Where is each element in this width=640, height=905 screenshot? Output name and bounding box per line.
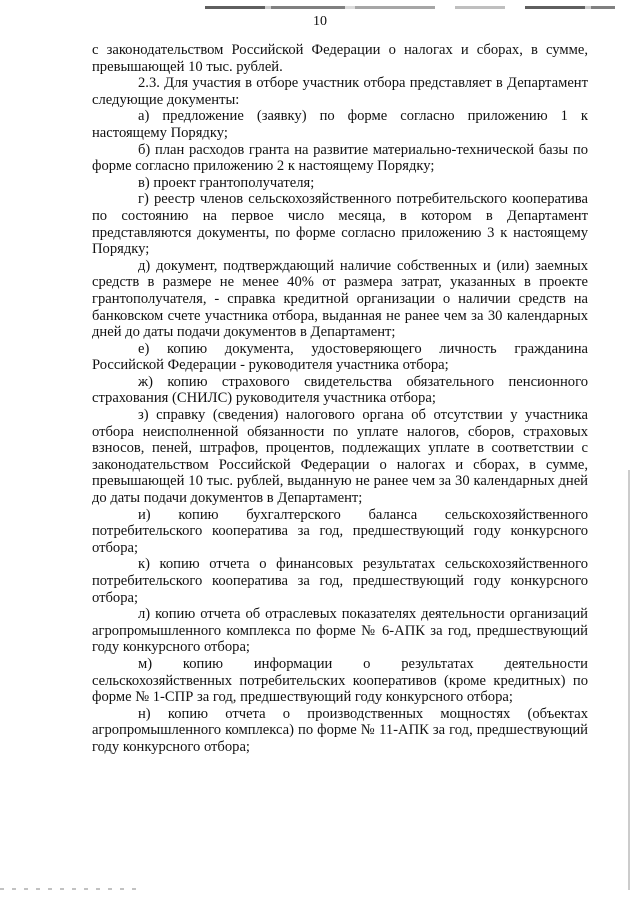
list-item-zh: ж) копию страхового свидетельства обязательного пенсионного страхования (СНИЛС) руководителя участника отбора; [92,373,588,407]
scan-artifact-top [205,6,615,9]
paragraph-continuation: с законодательством Российской Федерации о налогах и сборах, в сумме, превышающей 10 тыс. рублей. [92,42,588,75]
list-item-e: е) копию документа, удостоверяющего личность гражданина Российской Федерации - руководителя участника отбора; [92,340,588,374]
list-item-m: м) копию информации о результатах деятельности сельскохозяйственных потребительских кооперативов (кроме кредитных) по форме № 1-СПР за год, предшествующий году конкурсного отбора; [92,655,588,706]
list-item-v: в) проект грантополучателя; [138,174,315,191]
document-body [92,42,588,756]
list-item-d: д) документ, подтверждающий наличие собственных и (или) заемных средств в размере не менее 40% от размера затрат, указанных в проекте грантополучателя, - справка кредитной организации о наличии средств на банковском счете участника отбора, выданная не ранее чем за 30 календарных дней до даты подачи документов в Департамент; [92,257,588,341]
list-item-z: з) справку (сведения) налогового органа об отсутствии у участника отбора неисполненной обязанности по уплате налогов, сборов, страховых взносов, пеней, штрафов, процентов, подлежащих уплате в соответствии с законодательством Российской Федерации о налогах и сборах, в сумме, превышающей 10 тыс. рублей, выданную не ранее чем за 30 календарных дней до даты подачи документов в Департамент; [92,407,588,507]
scan-artifact-right [628,470,630,890]
list-item-l: л) копию отчета об отраслевых показателях деятельности организаций агропромышленного комплекса по форме № 6-АПК за год, предшествующий году конкурсного отбора; [92,606,588,656]
list-item-n: н) копию отчета о производственных мощностях (объектах агропромышленного комплекса) по форме № 11-АПК за год, предшествующий году конкурсного отбора; [92,705,588,755]
list-item-k: к) копию отчета о финансовых результатах сельскохозяйственного потребительского кооператива за год, предшествующий году конкурсного отбора; [92,556,588,606]
list-item-a: а) предложение (заявку) по форме согласно приложению 1 к настоящему Порядку; [92,108,588,141]
list-item-b: б) план расходов гранта на развитие материально-технической базы по форме согласно приложению 2 к настоящему Порядку; [92,141,588,175]
list-item-i: и) копию бухгалтерского баланса сельскохозяйственного потребительского кооператива за год, предшествующий году конкурсного отбора; [92,506,588,556]
scan-artifact-bottom [0,888,140,890]
paragraph-2-3: 2.3. Для участия в отборе участник отбора представляет в Департамент следующие документы: [92,75,588,108]
list-item-g: г) реестр членов сельскохозяйственного потребительского кооператива по состоянию на первое число месяца, в котором в Департамент представляются документы, по форме согласно приложению 3 к настоящему Порядку; [92,191,588,258]
page-number: 10 [313,14,327,29]
